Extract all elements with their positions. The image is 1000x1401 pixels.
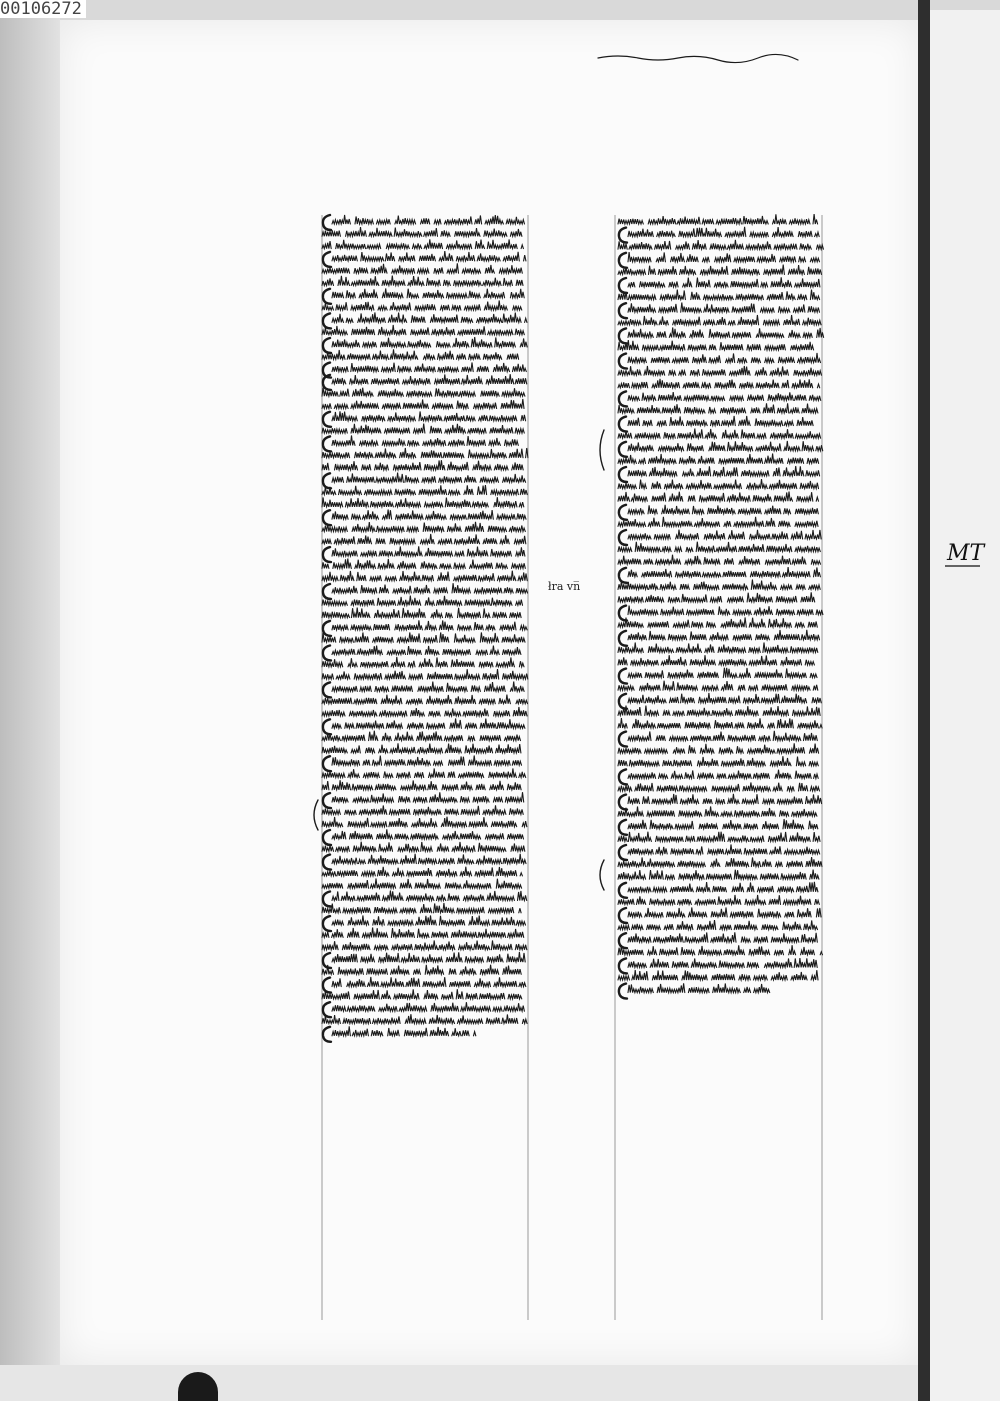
script-line — [322, 805, 523, 814]
script-line — [618, 643, 818, 653]
script-line — [618, 920, 818, 930]
script-line — [332, 473, 526, 483]
script-line — [618, 870, 819, 880]
script-line — [618, 681, 818, 691]
script-line — [618, 479, 819, 489]
paragraph-initial — [619, 795, 627, 810]
script-line — [618, 970, 818, 980]
script-line — [322, 349, 519, 359]
paragraph-initial — [323, 338, 331, 353]
script-line — [618, 655, 814, 665]
script-line — [628, 327, 824, 337]
paragraph-initial — [619, 354, 627, 369]
script-line — [618, 617, 817, 627]
script-line — [628, 303, 820, 313]
script-line — [332, 435, 518, 445]
paragraph-initial — [323, 855, 331, 870]
paragraph-initial — [323, 252, 331, 267]
script-line — [322, 227, 522, 236]
margin-bracket — [600, 860, 604, 890]
script-line — [628, 693, 821, 703]
paragraph-initial — [619, 278, 627, 293]
paragraph-initial — [323, 916, 331, 931]
script-line — [618, 718, 822, 728]
script-line — [322, 608, 521, 618]
script-line — [332, 829, 524, 839]
script-line — [322, 768, 526, 777]
script-line — [332, 1026, 476, 1036]
script-line — [322, 669, 528, 679]
script-line — [618, 706, 820, 716]
script-line — [322, 424, 524, 434]
script-line — [322, 301, 522, 311]
paragraph-initial — [323, 547, 331, 562]
script-line — [628, 958, 817, 967]
script-line — [322, 780, 521, 790]
script-line — [322, 1014, 527, 1023]
script-line — [332, 620, 527, 630]
script-line — [618, 492, 819, 502]
script-line — [628, 908, 821, 918]
script-line — [628, 819, 818, 829]
paragraph-initial — [619, 467, 627, 482]
paragraph-initial — [619, 530, 627, 545]
script-line — [322, 497, 524, 507]
faint-header-note — [598, 54, 798, 62]
script-line — [618, 517, 818, 527]
script-line — [332, 510, 526, 520]
script-line — [618, 315, 821, 325]
archive-id-label: 00106272 — [0, 0, 86, 18]
paragraph-initial — [619, 933, 627, 948]
script-line — [618, 806, 817, 816]
script-line — [322, 399, 524, 409]
script-line — [628, 668, 817, 678]
script-line — [618, 340, 814, 350]
paragraph-initial — [619, 958, 627, 973]
script-line — [618, 756, 818, 766]
paragraph-initial — [323, 719, 331, 734]
script-line — [322, 388, 525, 397]
script-line — [322, 522, 525, 532]
script-line — [628, 844, 820, 854]
script-line — [628, 530, 821, 539]
script-line — [332, 583, 528, 593]
script-line — [332, 891, 527, 901]
script-line — [332, 792, 524, 802]
paragraph-initial — [619, 732, 627, 747]
margin-bracket — [600, 430, 604, 470]
script-line — [332, 977, 526, 987]
script-line — [628, 277, 820, 287]
script-line — [628, 606, 823, 615]
paragraph-initial — [619, 417, 627, 432]
paragraph-initial — [323, 473, 331, 488]
script-line — [628, 353, 821, 363]
script-line — [628, 567, 820, 577]
script-line — [628, 983, 770, 992]
script-line — [628, 770, 818, 779]
margin-mark: MT — [947, 541, 985, 566]
script-line — [628, 392, 821, 400]
script-line — [332, 682, 524, 692]
paragraph-initial — [619, 669, 627, 684]
paragraph-initial — [619, 391, 627, 406]
paragraph-initial — [619, 253, 627, 268]
script-line — [618, 379, 820, 388]
script-line — [332, 411, 526, 421]
script-line — [618, 290, 820, 300]
script-line — [332, 362, 526, 371]
script-line — [322, 695, 528, 704]
paragraph-initial — [323, 412, 331, 427]
script-line — [628, 794, 822, 804]
paragraph-initial — [323, 1027, 331, 1042]
script-line — [618, 542, 820, 552]
script-line — [332, 756, 522, 766]
script-line — [322, 571, 527, 581]
script-line — [628, 932, 817, 942]
script-line — [618, 743, 819, 753]
script-line — [322, 965, 521, 975]
script-line — [322, 596, 523, 606]
margin-bracket — [314, 800, 318, 830]
script-line — [618, 429, 821, 439]
script-line — [332, 915, 526, 925]
script-line — [618, 895, 819, 904]
paragraph-initial — [323, 289, 331, 304]
paragraph-initial — [619, 442, 627, 457]
script-line — [322, 263, 522, 273]
script-line — [322, 731, 521, 741]
script-line — [618, 580, 820, 590]
paragraph-initial — [323, 313, 331, 328]
script-line — [332, 251, 526, 261]
paragraph-initial — [323, 978, 331, 993]
script-line — [322, 239, 523, 248]
script-line — [332, 288, 524, 297]
paragraph-initial — [323, 1002, 331, 1017]
paragraph-initial — [323, 793, 331, 808]
script-line — [322, 325, 524, 335]
script-line — [618, 945, 823, 955]
paragraph-initial — [619, 303, 627, 318]
text-column-right — [618, 214, 824, 999]
script-line — [618, 592, 815, 602]
script-line — [618, 403, 818, 413]
paragraph-initial — [323, 682, 331, 697]
script-line — [322, 485, 527, 495]
script-line — [618, 240, 823, 249]
paragraph-initial — [323, 953, 331, 968]
script-line — [322, 657, 524, 667]
script-line — [628, 630, 820, 640]
script-line — [332, 546, 525, 556]
script-line — [332, 854, 526, 864]
script-line — [322, 707, 527, 716]
paragraph-initial — [619, 568, 627, 583]
paragraph-initial — [619, 845, 627, 860]
script-line — [628, 505, 818, 514]
script-line — [322, 817, 527, 827]
script-line — [618, 214, 818, 224]
script-line — [628, 466, 820, 476]
script-line — [628, 882, 818, 892]
paragraph-initial — [619, 908, 627, 923]
script-line — [322, 448, 528, 458]
script-line — [322, 559, 525, 569]
script-line — [618, 555, 821, 565]
script-line — [618, 857, 822, 867]
script-line — [322, 989, 522, 999]
script-line — [332, 215, 525, 224]
script-line — [332, 337, 527, 347]
paragraph-initial — [323, 830, 331, 845]
script-line — [618, 832, 820, 842]
paragraph-initial — [619, 984, 627, 999]
script-line — [322, 276, 523, 286]
paragraph-initial — [323, 756, 331, 771]
paragraph-initial — [323, 584, 331, 599]
script-line — [322, 867, 522, 876]
paragraph-initial — [323, 646, 331, 661]
script-line — [618, 265, 821, 275]
script-line — [332, 374, 527, 384]
paragraph-initial — [619, 228, 627, 243]
script-line — [618, 366, 821, 375]
script-line — [618, 782, 820, 791]
text-column-left — [322, 215, 528, 1042]
paragraph-initial — [323, 621, 331, 636]
script-line — [628, 227, 819, 237]
script-line — [628, 416, 813, 426]
script-line — [628, 252, 820, 262]
script-line — [322, 928, 524, 938]
script-line — [332, 718, 525, 728]
script-line — [322, 940, 527, 949]
script-line — [322, 460, 523, 470]
paragraph-initial — [619, 820, 627, 835]
script-line — [322, 534, 526, 544]
paragraph-initial — [619, 505, 627, 520]
script-line — [628, 731, 817, 741]
script-line — [322, 842, 525, 852]
margin-note: łra vn̅ — [548, 580, 581, 593]
script-line — [332, 312, 527, 322]
script-line — [322, 903, 521, 913]
paragraph-initial — [323, 892, 331, 907]
script-line — [332, 646, 521, 655]
paragraph-initial — [323, 510, 331, 525]
script-line — [628, 441, 823, 451]
script-line — [332, 952, 525, 962]
script-line — [322, 878, 522, 888]
paragraph-initial — [619, 883, 627, 898]
paragraph-initial — [619, 631, 627, 646]
script-line — [618, 454, 819, 464]
paragraph-initial — [619, 769, 627, 784]
script-line — [322, 632, 525, 642]
paragraph-initial — [619, 328, 627, 343]
paragraph-initial — [323, 215, 331, 230]
script-line — [332, 1002, 524, 1011]
script-line — [322, 743, 521, 753]
paragraph-initial — [323, 436, 331, 451]
